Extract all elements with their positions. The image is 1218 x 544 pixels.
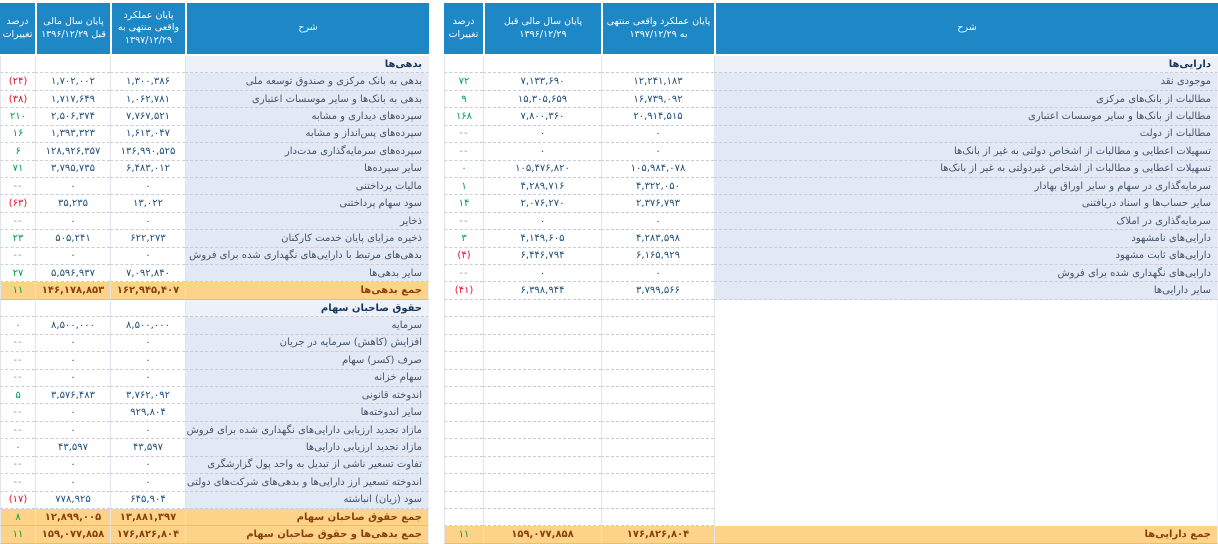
row-label: موجودی نقد xyxy=(714,73,1218,90)
percent-change-value: -- xyxy=(0,178,35,195)
liabilities-equity-table xyxy=(0,3,429,544)
spacer-row xyxy=(444,457,1218,474)
percent-change-value xyxy=(444,370,483,387)
prior-value: ۱,۷۰۲,۰۰۲ xyxy=(35,73,110,90)
percent-change-value: -- xyxy=(0,457,35,474)
prior-value: ۴۳,۵۹۷ xyxy=(35,439,110,456)
table-row xyxy=(0,492,429,509)
percent-change-value: -- xyxy=(444,213,483,230)
spacer-row xyxy=(444,422,1218,439)
actual-value: ۱,۶۱۳,۰۴۷ xyxy=(110,126,185,143)
table-row xyxy=(444,178,1218,195)
spacer-row xyxy=(444,370,1218,387)
row-label xyxy=(714,317,1218,334)
prior-value xyxy=(483,492,601,509)
prior-value: ۰ xyxy=(35,178,110,195)
prior-value xyxy=(483,387,601,404)
percent-change-value xyxy=(444,509,483,526)
table-row xyxy=(0,143,429,160)
prior-value xyxy=(483,439,601,456)
assets-table-rows xyxy=(444,56,1218,544)
table-row xyxy=(444,230,1218,247)
percent-change-value: (۳۸) xyxy=(0,91,35,108)
row-label: سایر بدهی‌ها xyxy=(185,265,429,282)
spacer-row xyxy=(444,474,1218,491)
col-description-header: شرح xyxy=(187,3,429,54)
table-row xyxy=(0,387,429,404)
prior-value: ۰ xyxy=(35,474,110,491)
actual-value: ۹۲۹,۸۰۴ xyxy=(110,404,185,421)
actual-value: ۰ xyxy=(110,352,185,369)
col-prior-year-header: پایان سال مالی قبل ۱۳۹۶/۱۲/۲۹ xyxy=(485,3,601,54)
spacer-row xyxy=(444,317,1218,334)
actual-value xyxy=(601,335,714,352)
row-label: مطالبات از بانک‌های مرکزی xyxy=(714,91,1218,108)
prior-value: ۳,۷۹۵,۷۳۵ xyxy=(35,161,110,178)
percent-change-value: ۱۱ xyxy=(0,526,35,543)
actual-value: ۰ xyxy=(110,474,185,491)
prior-value xyxy=(483,335,601,352)
row-label: دارایی‌های ثابت مشهود xyxy=(714,248,1218,265)
actual-value: ۱۳,۰۲۲ xyxy=(110,195,185,212)
table-row xyxy=(444,248,1218,265)
percent-change-value: ۹ xyxy=(444,91,483,108)
actual-value xyxy=(601,300,714,317)
row-label: مطالبات از بانک‌ها و سایر موسسات اعتباری xyxy=(714,108,1218,125)
actual-value: ۱۲,۲۴۱,۱۸۳ xyxy=(601,73,714,90)
row-label: ذخیره مزایای پایان خدمت کارکنان xyxy=(185,230,429,247)
spacer-row xyxy=(444,335,1218,352)
actual-value xyxy=(110,300,185,317)
percent-change-value: -- xyxy=(0,404,35,421)
assets-table-header xyxy=(444,3,1218,54)
row-label: مازاد تجدید ارزیابی دارایی‌های نگهداری شده برای فروش xyxy=(185,422,429,439)
spacer-row xyxy=(444,387,1218,404)
actual-value: ۱۰۵,۹۸۴,۰۷۸ xyxy=(601,161,714,178)
actual-value xyxy=(601,457,714,474)
row-label xyxy=(714,422,1218,439)
table-row xyxy=(0,352,429,369)
prior-value: ۳,۵۷۶,۴۸۳ xyxy=(35,387,110,404)
prior-value xyxy=(35,56,110,73)
percent-change-value xyxy=(0,56,35,73)
actual-value xyxy=(601,317,714,334)
actual-value: ۳,۷۶۲,۰۹۲ xyxy=(110,387,185,404)
prior-value: ۰ xyxy=(35,457,110,474)
percent-change-value: -- xyxy=(0,213,35,230)
prior-value xyxy=(483,300,601,317)
prior-value: ۰ xyxy=(35,352,110,369)
prior-value xyxy=(483,509,601,526)
actual-value: ۶۴۵,۹۰۴ xyxy=(110,492,185,509)
percent-change-value xyxy=(444,404,483,421)
prior-value: ۰ xyxy=(483,265,601,282)
table-row xyxy=(444,108,1218,125)
percent-change-value: ۲۷ xyxy=(0,265,35,282)
prior-value xyxy=(483,370,601,387)
actual-value: ۰ xyxy=(601,213,714,230)
percent-change-value: ۰ xyxy=(0,317,35,334)
prior-value: ۷,۸۰۰,۳۶۰ xyxy=(483,108,601,125)
percent-change-value: ۰ xyxy=(444,161,483,178)
actual-value xyxy=(601,509,714,526)
row-label: سایر دارایی‌ها xyxy=(714,282,1218,299)
actual-value: ۶,۱۶۵,۹۲۹ xyxy=(601,248,714,265)
col-percent-change-header: درصد تغییرات xyxy=(444,3,483,54)
percent-change-value: ۱۶ xyxy=(0,126,35,143)
prior-value: ۰ xyxy=(35,422,110,439)
prior-value: ۶,۳۹۸,۹۴۴ xyxy=(483,282,601,299)
col-percent-change-header: درصد تغییرات xyxy=(0,3,35,54)
prior-value: ۰ xyxy=(35,370,110,387)
prior-value xyxy=(483,422,601,439)
table-row xyxy=(0,422,429,439)
prior-value: ۵۰۵,۲۴۱ xyxy=(35,230,110,247)
actual-value: ۰ xyxy=(601,126,714,143)
percent-change-value: ۱۱ xyxy=(0,282,35,299)
table-row xyxy=(0,73,429,90)
prior-value: ۱۰۵,۴۷۶,۸۲۰ xyxy=(483,161,601,178)
row-label: جمع بدهی‌ها و حقوق صاحبان سهام xyxy=(185,526,429,543)
prior-value: ۰ xyxy=(35,404,110,421)
spacer-row xyxy=(444,492,1218,509)
actual-value: ۷,۰۹۲,۸۴۰ xyxy=(110,265,185,282)
prior-value xyxy=(483,457,601,474)
actual-value xyxy=(601,439,714,456)
actual-value: ۰ xyxy=(601,265,714,282)
row-label: اندوخته قانونی xyxy=(185,387,429,404)
table-row xyxy=(444,265,1218,282)
col-actual-period-header: پایان عملکرد واقعی منتهی به ۱۳۹۷/۱۲/۲۹ xyxy=(603,3,714,54)
percent-change-value xyxy=(444,492,483,509)
actual-value xyxy=(601,56,714,73)
table-row xyxy=(444,282,1218,299)
table-row xyxy=(444,126,1218,143)
section-row xyxy=(444,56,1218,73)
prior-value xyxy=(483,474,601,491)
row-label: سود سهام پرداختنی xyxy=(185,195,429,212)
row-label: بدهی به بانک مرکزی و صندوق توسعه ملی xyxy=(185,73,429,90)
prior-value: ۷,۱۳۳,۶۹۰ xyxy=(483,73,601,90)
prior-value: ۱۵۹,۰۷۷,۸۵۸ xyxy=(35,526,110,543)
row-label: سایر حساب‌ها و اسناد دریافتنی xyxy=(714,195,1218,212)
table-row xyxy=(0,474,429,491)
row-label: سپرده‌های سرمایه‌گذاری مدت‌دار xyxy=(185,143,429,160)
prior-value: ۷۷۸,۹۲۵ xyxy=(35,492,110,509)
row-label: مطالبات از دولت xyxy=(714,126,1218,143)
actual-value: ۱۳,۸۸۱,۳۹۷ xyxy=(110,509,185,526)
prior-value: ۵,۵۹۶,۹۳۷ xyxy=(35,265,110,282)
actual-value xyxy=(601,352,714,369)
liabilities-table-header xyxy=(0,3,429,54)
percent-change-value xyxy=(444,300,483,317)
actual-value: ۱۶,۷۳۹,۰۹۲ xyxy=(601,91,714,108)
actual-value: ۰ xyxy=(110,248,185,265)
actual-value: ۱,۳۰۰,۳۸۶ xyxy=(110,73,185,90)
row-label xyxy=(714,457,1218,474)
total-row xyxy=(444,526,1218,543)
percent-change-value: ۲۱۰ xyxy=(0,108,35,125)
table-row xyxy=(0,178,429,195)
row-label: صرف (کسر) سهام xyxy=(185,352,429,369)
table-row xyxy=(0,439,429,456)
actual-value xyxy=(601,422,714,439)
actual-value: ۰ xyxy=(110,178,185,195)
prior-value: ۰ xyxy=(35,248,110,265)
percent-change-value: ۱۴ xyxy=(444,195,483,212)
table-row xyxy=(0,195,429,212)
actual-value: ۴,۳۲۲,۰۵۰ xyxy=(601,178,714,195)
prior-value: ۱۲۸,۹۲۶,۳۵۷ xyxy=(35,143,110,160)
percent-change-value xyxy=(444,439,483,456)
col-actual-period-header: پایان عملکرد واقعی منتهی به ۱۳۹۷/۱۲/۲۹ xyxy=(112,3,185,54)
percent-change-value: -- xyxy=(0,335,35,352)
actual-value: ۰ xyxy=(110,335,185,352)
row-label xyxy=(714,335,1218,352)
percent-change-value: ۶ xyxy=(0,143,35,160)
prior-value: ۰ xyxy=(483,143,601,160)
row-label: سپرده‌های دیداری و مشابه xyxy=(185,108,429,125)
assets-table xyxy=(444,3,1218,544)
prior-value: ۲,۰۷۶,۲۷۰ xyxy=(483,195,601,212)
row-label: دارایی‌های نامشهود xyxy=(714,230,1218,247)
row-label: جمع دارایی‌ها xyxy=(714,526,1218,543)
row-label: بدهی‌های مرتبط با دارایی‌های نگهداری شده برای فروش xyxy=(185,248,429,265)
actual-value: ۴۳,۵۹۷ xyxy=(110,439,185,456)
prior-value: ۱,۳۹۳,۳۲۳ xyxy=(35,126,110,143)
row-label: سایر سپرده‌ها xyxy=(185,161,429,178)
row-label: دارایی‌ها xyxy=(714,56,1218,73)
row-label: افزایش (کاهش) سرمایه در جریان xyxy=(185,335,429,352)
actual-value: ۲۰,۹۱۴,۵۱۵ xyxy=(601,108,714,125)
percent-change-value xyxy=(444,56,483,73)
table-row xyxy=(0,457,429,474)
percent-change-value: ۱۶۸ xyxy=(444,108,483,125)
prior-value: ۱۲,۸۹۹,۰۰۵ xyxy=(35,509,110,526)
row-label: دارایی‌های نگهداری شده برای فروش xyxy=(714,265,1218,282)
section-row xyxy=(0,56,429,73)
total-row xyxy=(0,509,429,526)
percent-change-value: (۶۳) xyxy=(0,195,35,212)
liabilities-table-rows xyxy=(0,56,429,544)
actual-value: ۱۶۲,۹۴۵,۴۰۷ xyxy=(110,282,185,299)
percent-change-value xyxy=(444,474,483,491)
percent-change-value: -- xyxy=(0,248,35,265)
table-row xyxy=(0,91,429,108)
table-row xyxy=(0,265,429,282)
table-row xyxy=(0,213,429,230)
row-label xyxy=(714,352,1218,369)
percent-change-value xyxy=(444,352,483,369)
percent-change-value: ۷۱ xyxy=(0,161,35,178)
prior-value xyxy=(483,56,601,73)
percent-change-value: (۴۱) xyxy=(444,282,483,299)
prior-value: ۰ xyxy=(35,335,110,352)
actual-value: ۰ xyxy=(601,143,714,160)
row-label xyxy=(714,509,1218,526)
prior-value: ۲,۵۰۶,۳۷۴ xyxy=(35,108,110,125)
row-label: سرمایه‌گذاری در سهام و سایر اوراق بهادار xyxy=(714,178,1218,195)
actual-value: ۱۳۶,۹۹۰,۵۲۵ xyxy=(110,143,185,160)
prior-value: ۴,۲۸۹,۷۱۶ xyxy=(483,178,601,195)
total-row xyxy=(0,282,429,299)
spacer-row xyxy=(444,300,1218,317)
percent-change-value: ۵ xyxy=(0,387,35,404)
prior-value: ۰ xyxy=(35,213,110,230)
prior-value xyxy=(483,404,601,421)
table-row xyxy=(0,370,429,387)
prior-value: ۰ xyxy=(483,126,601,143)
actual-value: ۱۷۶,۸۲۶,۸۰۴ xyxy=(601,526,714,543)
table-row xyxy=(0,108,429,125)
prior-value: ۰ xyxy=(483,213,601,230)
percent-change-value: (۴) xyxy=(444,248,483,265)
prior-value: ۱,۷۱۷,۶۴۹ xyxy=(35,91,110,108)
table-row xyxy=(444,213,1218,230)
percent-change-value: -- xyxy=(0,352,35,369)
actual-value: ۰ xyxy=(110,422,185,439)
spacer-row xyxy=(444,404,1218,421)
table-row xyxy=(0,248,429,265)
percent-change-value xyxy=(444,457,483,474)
actual-value: ۴,۲۸۳,۵۹۸ xyxy=(601,230,714,247)
actual-value xyxy=(601,370,714,387)
row-label: بدهی به بانک‌ها و سایر موسسات اعتباری xyxy=(185,91,429,108)
actual-value: ۱,۰۶۲,۷۸۱ xyxy=(110,91,185,108)
row-label xyxy=(714,404,1218,421)
table-row xyxy=(444,195,1218,212)
percent-change-value: -- xyxy=(0,370,35,387)
percent-change-value: -- xyxy=(444,265,483,282)
row-label: سایر اندوخته‌ها xyxy=(185,404,429,421)
actual-value: ۰ xyxy=(110,213,185,230)
row-label: سرمایه‌گذاری در املاک xyxy=(714,213,1218,230)
actual-value: ۰ xyxy=(110,370,185,387)
prior-value xyxy=(483,352,601,369)
percent-change-value xyxy=(444,422,483,439)
actual-value xyxy=(601,387,714,404)
row-label: حقوق صاحبان سهام xyxy=(185,300,429,317)
col-description-header: شرح xyxy=(716,3,1218,54)
row-label xyxy=(714,370,1218,387)
prior-value: ۸,۵۰۰,۰۰۰ xyxy=(35,317,110,334)
row-label: تسهیلات اعطایی و مطالبات از اشخاص دولتی به غیر از بانک‌ها xyxy=(714,143,1218,160)
section-row xyxy=(0,300,429,317)
table-row xyxy=(444,91,1218,108)
actual-value: ۸,۵۰۰,۰۰۰ xyxy=(110,317,185,334)
row-label: اندوخته تسعیر ارز دارایی‌ها و بدهی‌های شرکت‌های دولتی xyxy=(185,474,429,491)
percent-change-value: -- xyxy=(0,422,35,439)
actual-value xyxy=(601,474,714,491)
row-label: سهام خزانه xyxy=(185,370,429,387)
percent-change-value: (۲۴) xyxy=(0,73,35,90)
prior-value: ۱۵,۳۰۵,۶۵۹ xyxy=(483,91,601,108)
table-row xyxy=(444,73,1218,90)
table-row xyxy=(0,126,429,143)
percent-change-value: ۷۲ xyxy=(444,73,483,90)
row-label xyxy=(714,387,1218,404)
percent-change-value: -- xyxy=(0,474,35,491)
actual-value: ۶۲۲,۲۷۳ xyxy=(110,230,185,247)
table-row xyxy=(0,404,429,421)
total-row xyxy=(0,526,429,543)
prior-value: ۴,۱۴۹,۶۰۵ xyxy=(483,230,601,247)
prior-value: ۱۴۶,۱۷۸,۸۵۳ xyxy=(35,282,110,299)
table-row xyxy=(0,161,429,178)
row-label xyxy=(714,300,1218,317)
actual-value xyxy=(601,492,714,509)
row-label: سرمایه xyxy=(185,317,429,334)
actual-value: ۶,۴۸۳,۰۱۲ xyxy=(110,161,185,178)
table-row xyxy=(0,335,429,352)
spacer-row xyxy=(444,439,1218,456)
row-label xyxy=(714,492,1218,509)
row-label: مازاد تجدید ارزیابی دارایی‌ها xyxy=(185,439,429,456)
row-label: جمع بدهی‌ها xyxy=(185,282,429,299)
row-label xyxy=(714,474,1218,491)
actual-value xyxy=(601,404,714,421)
percent-change-value: ۱۱ xyxy=(444,526,483,543)
row-label: سود (زیان) انباشته xyxy=(185,492,429,509)
row-label: مالیات پرداختنی xyxy=(185,178,429,195)
percent-change-value: -- xyxy=(444,126,483,143)
row-label: ذخایر xyxy=(185,213,429,230)
col-prior-year-header: پایان سال مالی قبل ۱۳۹۶/۱۲/۲۹ xyxy=(37,3,110,54)
actual-value: ۷,۷۶۷,۵۲۱ xyxy=(110,108,185,125)
table-row xyxy=(444,143,1218,160)
percent-change-value: ۱ xyxy=(444,178,483,195)
row-label: تسهیلات اعطایی و مطالبات از اشخاص غیردولتی به غیر از بانک‌ها xyxy=(714,161,1218,178)
row-label: جمع حقوق صاحبان سهام xyxy=(185,509,429,526)
percent-change-value: (۱۷) xyxy=(0,492,35,509)
percent-change-value xyxy=(444,387,483,404)
table-row xyxy=(444,161,1218,178)
prior-value: ۱۵۹,۰۷۷,۸۵۸ xyxy=(483,526,601,543)
percent-change-value xyxy=(0,300,35,317)
actual-value xyxy=(110,56,185,73)
row-label: سپرده‌های پس‌انداز و مشابه xyxy=(185,126,429,143)
row-label: بدهی‌ها xyxy=(185,56,429,73)
percent-change-value: ۳ xyxy=(444,230,483,247)
row-label: تفاوت تسعیر ناشی از تبدیل به واحد پول گزارشگری xyxy=(185,457,429,474)
percent-change-value xyxy=(444,335,483,352)
percent-change-value: ۸ xyxy=(0,509,35,526)
spacer-row xyxy=(444,352,1218,369)
percent-change-value: ۰ xyxy=(0,439,35,456)
actual-value: ۰ xyxy=(110,457,185,474)
percent-change-value: ۲۳ xyxy=(0,230,35,247)
actual-value: ۱۷۶,۸۲۶,۸۰۴ xyxy=(110,526,185,543)
prior-value xyxy=(483,317,601,334)
table-row xyxy=(0,317,429,334)
percent-change-value: -- xyxy=(444,143,483,160)
actual-value: ۳,۷۹۹,۵۶۶ xyxy=(601,282,714,299)
percent-change-value xyxy=(444,317,483,334)
spacer-row xyxy=(444,509,1218,526)
row-label xyxy=(714,439,1218,456)
table-row xyxy=(0,230,429,247)
prior-value: ۳۵,۲۳۵ xyxy=(35,195,110,212)
prior-value: ۶,۴۴۶,۷۹۴ xyxy=(483,248,601,265)
prior-value xyxy=(35,300,110,317)
actual-value: ۲,۳۷۶,۷۹۳ xyxy=(601,195,714,212)
